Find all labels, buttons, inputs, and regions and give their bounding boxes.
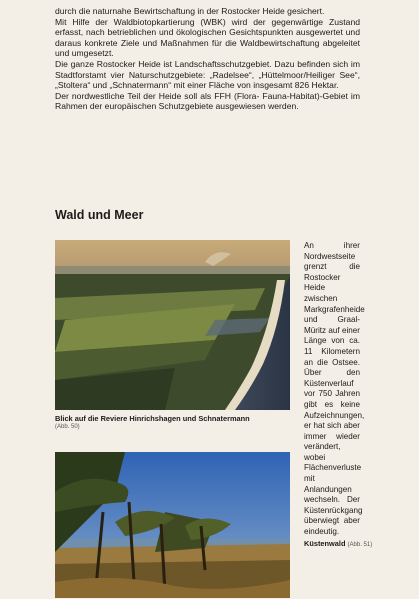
coastal-forest-image — [55, 452, 290, 598]
intro-paragraph: durch die naturnahe Bewirtschaftung in der Rostocker Heide gesichert. — [55, 6, 325, 16]
caption-text: Blick auf die Reviere Hinrichshagen und Schnatermann — [55, 414, 250, 423]
figure-caption — [55, 414, 300, 432]
intro-text — [55, 6, 360, 112]
intro-paragraph: Der nordwestliche Teil der Heide soll als FFH (Flora- Fauna-Habitat)-Gebiet im Rahmen der europäischen Schutzgebiete ausgewiesen werden. — [55, 90, 360, 112]
side-column-text: An ihrer Nordwestseite grenzt die Rostocker Heide zwischen Markgrafenheide und Graal-Müritz auf einer Länge von ca. 11 Kilometern an die Ostsee. Über den Küstenverlauf vor 750 Jahren gibt es keine Aufzeichnungen, er hat sich aber immer wieder verändert, wobei Flächenverluste mit Anlandungen wechseln. Der Küstenrückgang überwiegt aber eindeutig. — [304, 241, 365, 537]
intro-paragraph: Mit Hilfe der Waldbiotopkartierung (WBK) wird der gegenwärtige Zustand erfasst, nach betrieblichen und ökologischen Gesichtspunkten ausgewertet und daraus konkrete Ziele und Maßnahmen für die Waldbewirtschaftung abgeleitet und umgesetzt. — [55, 16, 360, 59]
figure-reference: (Abb. 51) — [347, 542, 373, 548]
figure-reference: (Abb. 50) — [55, 424, 80, 430]
aerial-coast-image — [55, 240, 290, 410]
aerial-coast-photo — [55, 240, 290, 410]
figure-caption — [304, 539, 384, 548]
intro-paragraph: Die ganze Rostocker Heide ist Landschaftsschutzgebiet. Dazu befinden sich im Stadtforstamt vier Naturschutzgebiete: „Radelsee“, „Hüttelmoor/Heiliger See“, „Stoltera“ und „Schnatermann“ mit einer Fläche von insgesamt 826 Hektar. — [55, 58, 360, 91]
section-heading: Wald und Meer — [55, 208, 144, 222]
coastal-forest-photo — [55, 452, 290, 598]
caption-text: Küstenwald — [304, 539, 346, 548]
